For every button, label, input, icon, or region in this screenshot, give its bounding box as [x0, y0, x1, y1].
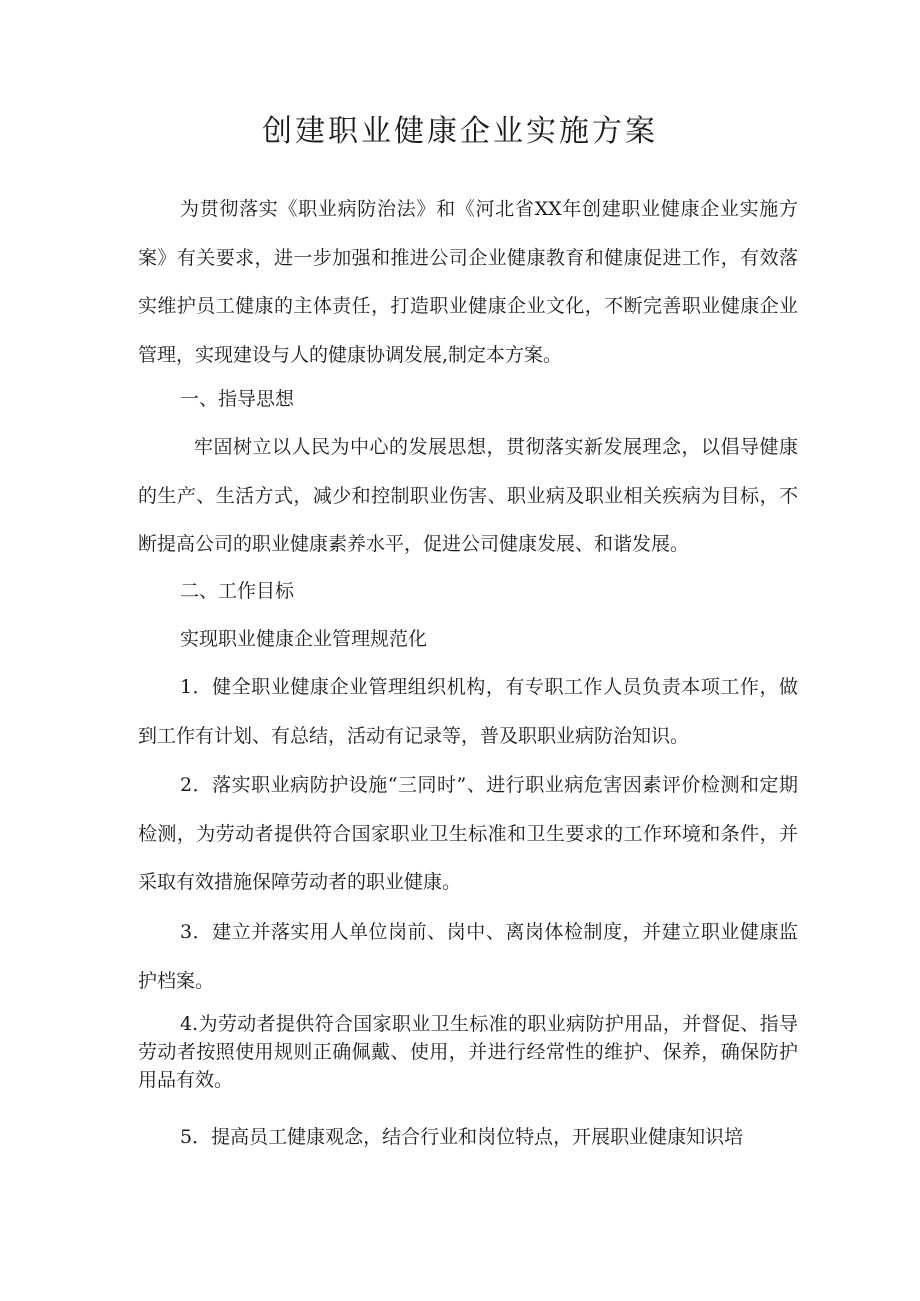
- section1-body: 牢固树立以人民为中心的发展思想，贯彻落实新发展理念，以倡导健康的生产、生活方式，减少和控制职业伤害、职业病及职业相关疾病为目标，不断提高公司的职业健康素养水平，促进公司健康发展、和谐发展。: [138, 436, 798, 555]
- section1-heading: 一、指导思想: [180, 388, 295, 410]
- document-title: 创建职业健康企业实施方案: [262, 114, 658, 149]
- item-3: 3．建立并落实用人单位岗前、岗中、离岗体检制度，并建立职业健康监护档案。: [138, 921, 798, 992]
- item-2: 2．落实职业病防护设施“三同时”、进行职业病危害因素评价检测和定期检测，为劳动者提供符合国家职业卫生标准和卫生要求的工作环境和条件，并采取有效措施保障劳动者的职业健康。: [138, 774, 798, 893]
- item-5: 5．提高员工健康观念，结合行业和岗位特点，开展职业健康知识培: [180, 1126, 744, 1148]
- section2-subheading: 实现职业健康企业管理规范化: [180, 628, 428, 650]
- section2-heading: 二、工作目标: [180, 580, 295, 602]
- item-1: 1．健全职业健康企业管理组织机构，有专职工作人员负责本项工作，做到工作有计划、有总结，活动有记录等，普及职职业病防治知识。: [138, 676, 798, 747]
- intro-paragraph: 为贯彻落实《职业病防治法》和《河北省XX年创建职业健康企业实施方案》有关要求，进一步加强和推进公司企业健康教育和健康促进工作，有效落实维护员工健康的主体责任，打造职业健康企业文化，不断完善职业健康企业管理，实现建设与人的健康协调发展,制定本方案。: [138, 198, 798, 366]
- item-4: 4.为劳动者提供符合国家职业卫生标准的职业病防护用品，并督促、指导劳动者按照使用规则正确佩戴、使用，并进行经常性的维护、保养，确保防护用品有效。: [138, 1013, 798, 1091]
